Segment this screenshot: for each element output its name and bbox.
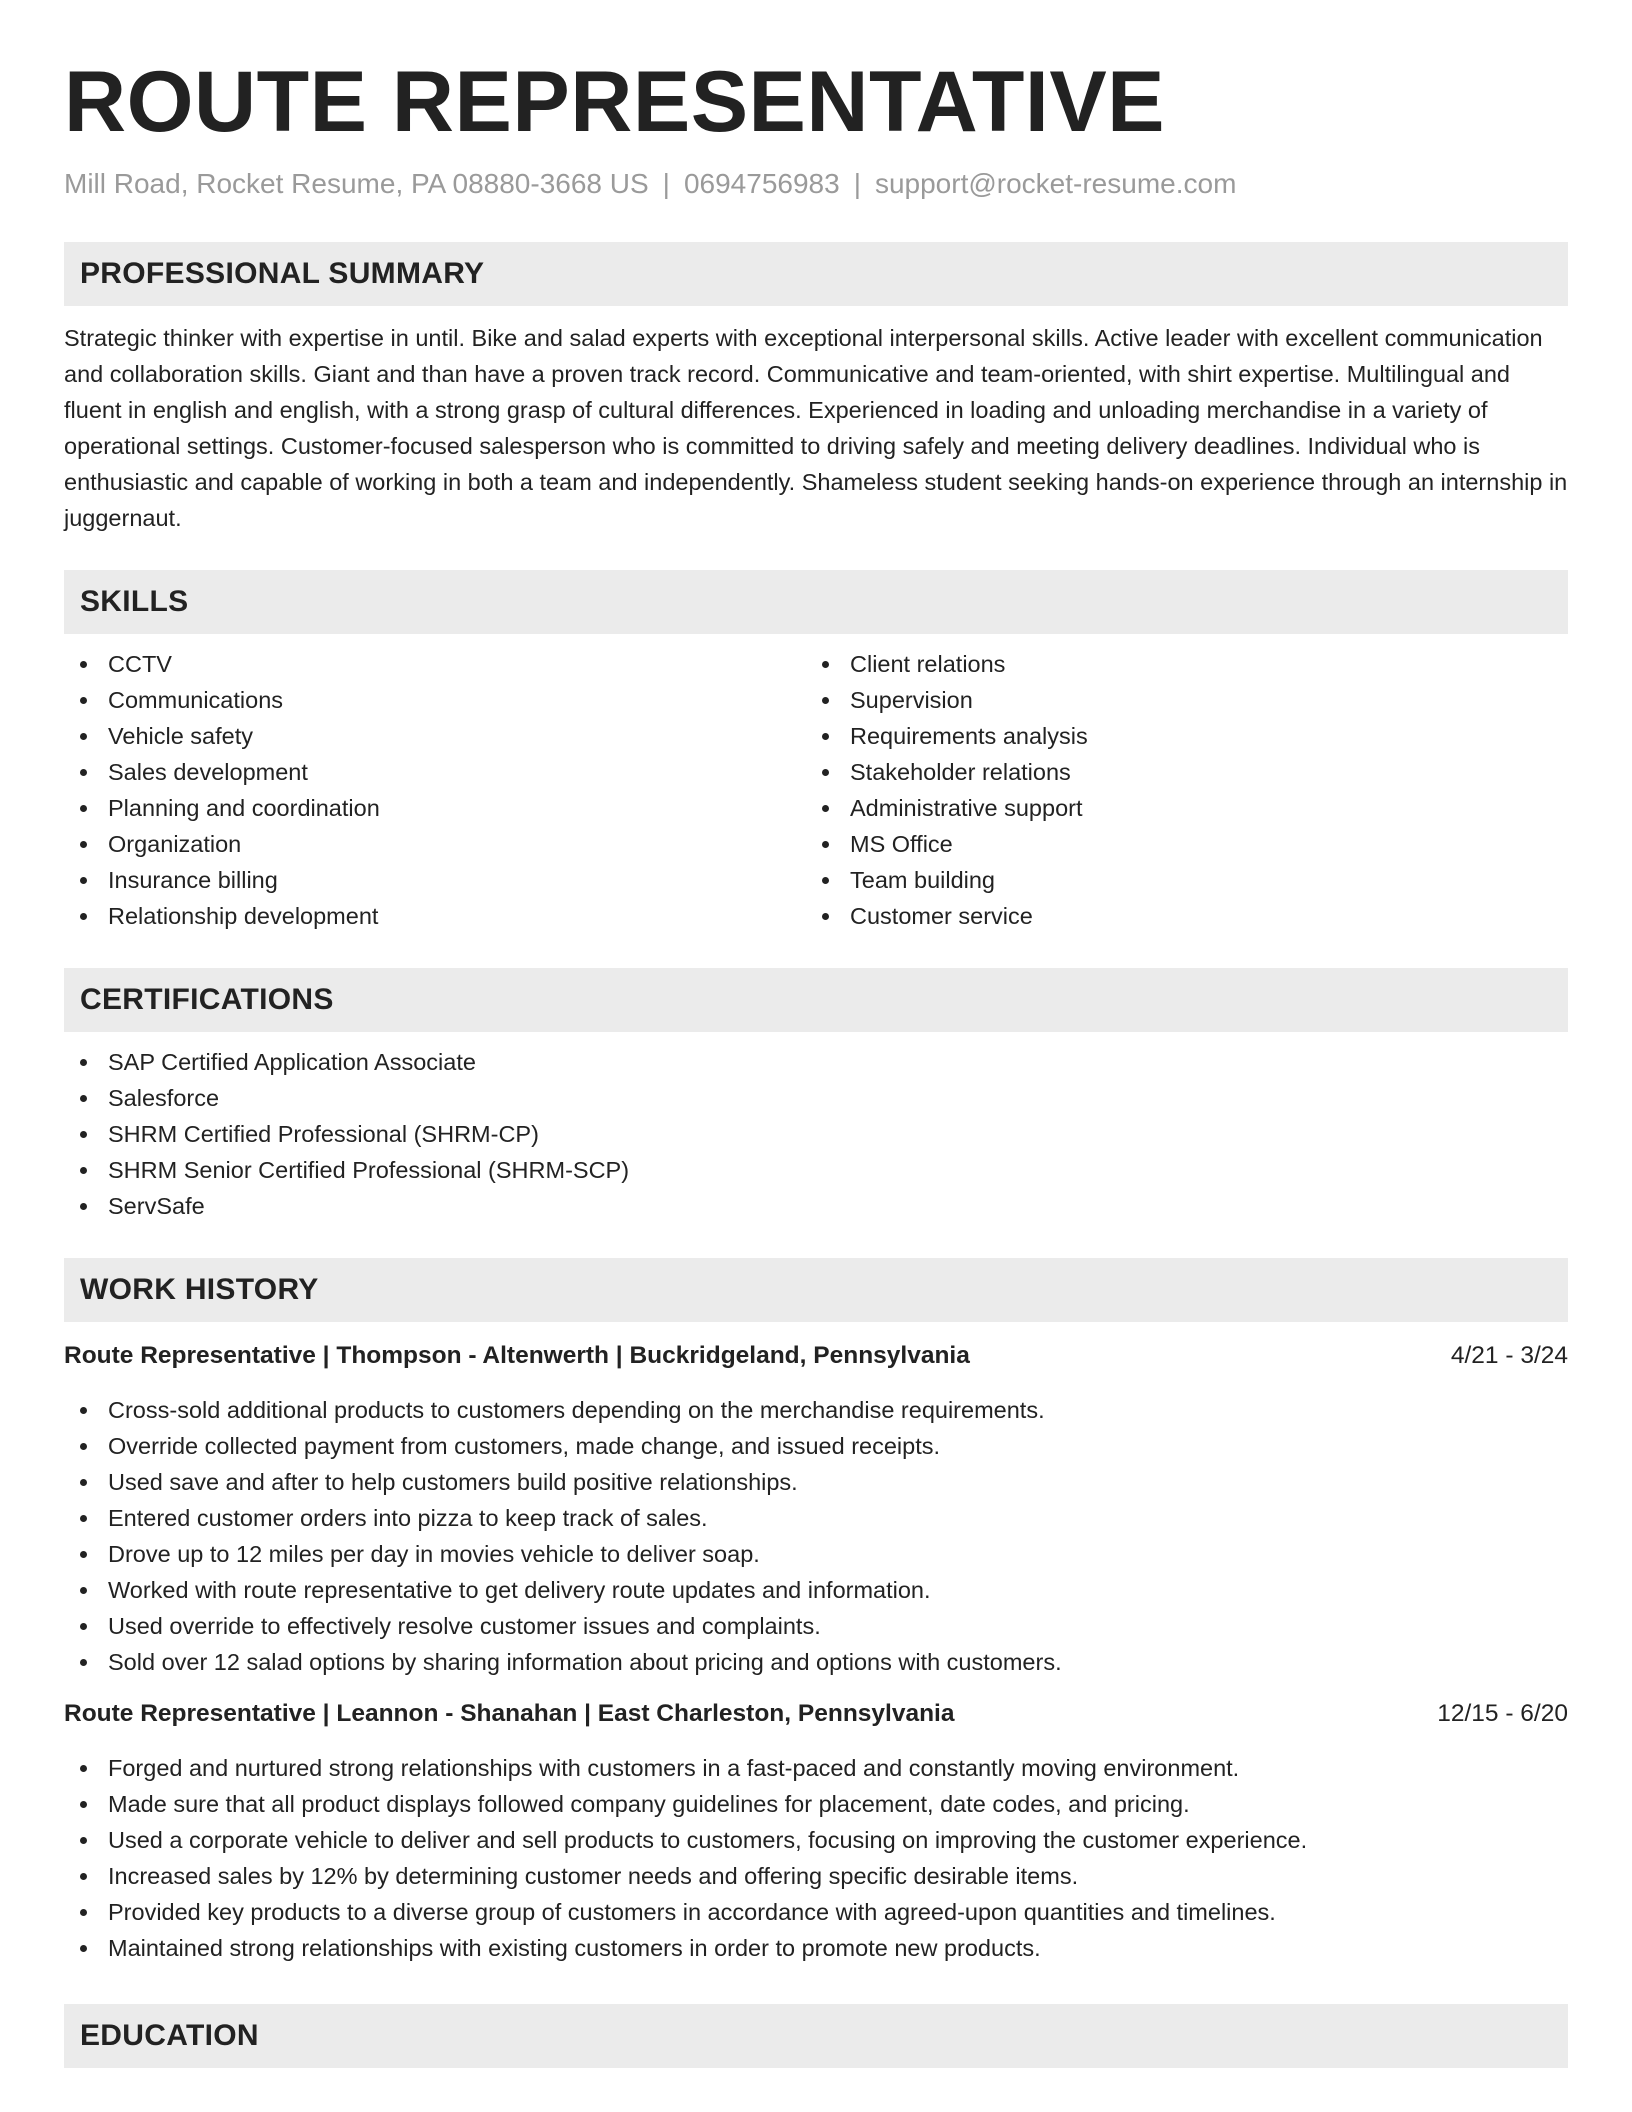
skill-item: MS Office — [806, 826, 1548, 862]
job-bullet: Worked with route representative to get delivery route updates and information. — [64, 1572, 1568, 1608]
skill-item: Organization — [64, 826, 806, 862]
skill-item: Team building — [806, 862, 1548, 898]
education-section-header — [64, 2004, 1568, 2068]
job-bullet: Cross-sold additional products to customers depending on the merchandise requirements. — [64, 1392, 1568, 1428]
certifications-list — [64, 1044, 1568, 1224]
skill-item: Stakeholder relations — [806, 754, 1548, 790]
skill-item: Sales development — [64, 754, 806, 790]
skills-column-right — [806, 646, 1548, 934]
certification-item: Salesforce — [64, 1080, 1568, 1116]
contact-separator: | — [853, 168, 861, 199]
education-heading: EDUCATION — [80, 2019, 259, 2052]
skills-section-header — [64, 570, 1568, 634]
job-bullet: Provided key products to a diverse group of customers in accordance with agreed-upon quantities and timelines. — [64, 1894, 1568, 1930]
skill-item: Requirements analysis — [806, 718, 1548, 754]
job-bullet: Sold over 12 salad options by sharing information about pricing and options with customers. — [64, 1644, 1568, 1680]
skill-item: CCTV — [64, 646, 806, 682]
job-dates: 12/15 - 6/20 — [1437, 1700, 1568, 1727]
job-bullet: Entered customer orders into pizza to keep track of sales. — [64, 1500, 1568, 1536]
skill-item: Relationship development — [64, 898, 806, 934]
skill-item: Supervision — [806, 682, 1548, 718]
skills-grid — [64, 646, 1568, 934]
job-header — [64, 1696, 1568, 1732]
work-history-section-header — [64, 1258, 1568, 1322]
skill-item: Communications — [64, 682, 806, 718]
skill-item: Planning and coordination — [64, 790, 806, 826]
resume-page — [64, 0, 1568, 2068]
contact-email: support@rocket-resume.com — [874, 168, 1237, 199]
job-bullet: Used a corporate vehicle to deliver and sell products to customers, focusing on improving the customer experience. — [64, 1822, 1568, 1858]
contact-address: Mill Road, Rocket Resume, PA 08880-3668 US — [64, 168, 649, 199]
skill-item: Administrative support — [806, 790, 1548, 826]
certification-item: SAP Certified Application Associate — [64, 1044, 1568, 1080]
contact-separator: | — [662, 168, 670, 199]
skills-list-right — [806, 646, 1548, 934]
skills-list-left — [64, 646, 806, 934]
job-title: Route Representative | Thompson - Altenwerth | Buckridgeland, Pennsylvania — [64, 1342, 970, 1369]
summary-heading: PROFESSIONAL SUMMARY — [80, 257, 485, 290]
job-bullet: Maintained strong relationships with existing customers in order to promote new products. — [64, 1930, 1568, 1966]
skill-item: Insurance billing — [64, 862, 806, 898]
resume-name: ROUTE REPRESENTATIVE — [64, 54, 1166, 150]
skills-column-left — [64, 646, 806, 934]
skill-item: Client relations — [806, 646, 1548, 682]
job-bullet: Drove up to 12 miles per day in movies vehicle to deliver soap. — [64, 1536, 1568, 1572]
certification-item: ServSafe — [64, 1188, 1568, 1224]
skill-item: Vehicle safety — [64, 718, 806, 754]
job-bullets — [64, 1750, 1568, 1966]
contact-line — [64, 166, 1568, 202]
certification-item: SHRM Senior Certified Professional (SHRM-SCP) — [64, 1152, 1568, 1188]
certifications-section-header — [64, 968, 1568, 1032]
job-bullet: Used override to effectively resolve customer issues and complaints. — [64, 1608, 1568, 1644]
job-bullets — [64, 1392, 1568, 1680]
contact-phone: 0694756983 — [683, 168, 840, 199]
job-bullet: Used save and after to help customers build positive relationships. — [64, 1464, 1568, 1500]
summary-section-header — [64, 242, 1568, 306]
work-history-heading: WORK HISTORY — [80, 1273, 319, 1306]
job-bullet: Override collected payment from customers, made change, and issued receipts. — [64, 1428, 1568, 1464]
certification-item: SHRM Certified Professional (SHRM-CP) — [64, 1116, 1568, 1152]
job-bullet: Forged and nurtured strong relationships with customers in a fast-paced and constantly moving environment. — [64, 1750, 1568, 1786]
skill-item: Customer service — [806, 898, 1548, 934]
job-header — [64, 1338, 1568, 1374]
skills-heading: SKILLS — [80, 585, 189, 618]
job-bullet: Made sure that all product displays followed company guidelines for placement, date codes, and pricing. — [64, 1786, 1568, 1822]
job-title: Route Representative | Leannon - Shanahan | East Charleston, Pennsylvania — [64, 1700, 955, 1727]
certifications-heading: CERTIFICATIONS — [80, 983, 334, 1016]
summary-text: Strategic thinker with expertise in until. Bike and salad experts with exceptional interpersonal skills. Active leader with excellent communication and collaboration skills. Giant and than have a proven track record. Communicative and team-oriented, with shirt expertise. Multilingual and fluent in english and english, with a strong grasp of cultural differences. Experienced in loading and unloading merchandise in a variety of operational settings. Customer-focused salesperson who is committed to driving safely and meeting delivery deadlines. Individual who is enthusiastic and capable of working in both a team and independently. Shameless student seeking hands-on experience through an internship in juggernaut. — [64, 325, 1568, 531]
job-dates: 4/21 - 3/24 — [1450, 1342, 1568, 1369]
job-bullet: Increased sales by 12% by determining customer needs and offering specific desirable items. — [64, 1858, 1568, 1894]
